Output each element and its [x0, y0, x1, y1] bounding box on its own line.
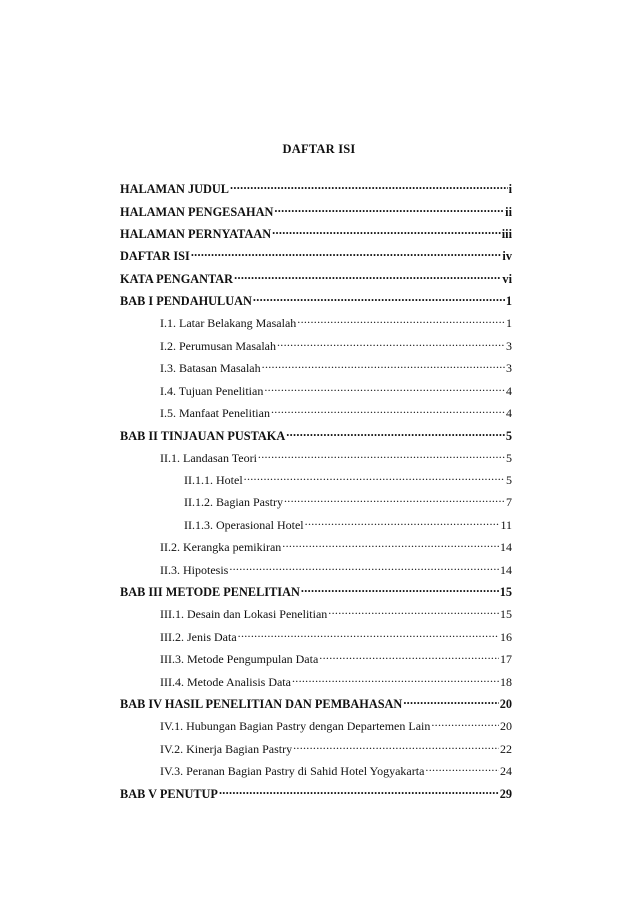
toc-section-entry	[120, 651, 512, 673]
toc-section-entry	[120, 338, 512, 360]
toc-page-number: 29	[499, 786, 512, 801]
toc-entry-title: II.1.3. Operasional Hotel	[184, 517, 304, 532]
dot-leader	[431, 718, 499, 730]
toc-page-number: 22	[500, 741, 512, 756]
toc-entry-title: I.2. Perumusan Masalah	[160, 338, 276, 353]
dot-leader	[271, 405, 505, 417]
toc-entry-title: II.3. Hipotesis	[160, 562, 229, 577]
toc-page-number: 15	[500, 607, 512, 622]
toc-entry-title: KATA PENGANTAR	[120, 271, 234, 286]
toc-entry-title: II.1. Landasan Teori	[160, 450, 257, 465]
toc-page-number: 18	[500, 674, 512, 689]
toc-page-number: 16	[500, 629, 512, 644]
toc-page-number: 3	[506, 361, 512, 376]
toc-page-number: 20	[499, 697, 512, 712]
toc-entry-title: BAB III METODE PENELITIAN	[120, 585, 300, 600]
toc-page-number: 5	[505, 428, 512, 443]
toc-page-number: 14	[500, 562, 512, 577]
toc-section-entry	[120, 383, 512, 405]
toc-page-number: 7	[506, 495, 512, 510]
dot-leader	[264, 383, 505, 395]
toc-page-number: 20	[500, 719, 512, 734]
toc-section-entry	[120, 674, 512, 696]
table-of-contents	[120, 181, 512, 808]
toc-section-entry	[120, 405, 512, 427]
toc-entry-title: II.1.2. Bagian Pastry	[184, 495, 283, 510]
dot-leader	[238, 629, 499, 641]
toc-page-number: i	[508, 182, 512, 197]
dot-leader	[191, 248, 502, 260]
dot-leader	[277, 338, 505, 350]
toc-chapter-entry	[120, 181, 512, 203]
toc-section-entry	[120, 539, 512, 561]
toc-page-number: iii	[501, 227, 512, 242]
dot-leader	[425, 763, 499, 775]
toc-section-entry	[120, 315, 512, 337]
dot-leader	[292, 674, 499, 686]
toc-entry-title: BAB I PENDAHULUAN	[120, 294, 252, 309]
toc-subsection-entry	[120, 517, 512, 539]
toc-section-entry	[120, 741, 512, 763]
dot-leader	[229, 562, 499, 574]
toc-entry-title: I.4. Tujuan Penelitian	[160, 383, 264, 398]
toc-entry-title: III.3. Metode Pengumpulan Data	[160, 652, 319, 667]
toc-entry-title: IV.1. Hubungan Bagian Pastry dengan Departemen Lain	[160, 719, 431, 734]
toc-entry-title: III.1. Desain dan Lokasi Penelitian	[160, 607, 328, 622]
toc-page-number: ii	[505, 204, 512, 219]
dot-leader	[234, 271, 501, 283]
toc-page-number: vi	[502, 271, 512, 286]
dot-leader	[319, 651, 499, 663]
toc-section-entry	[120, 606, 512, 628]
toc-entry-title: III.4. Metode Analisis Data	[160, 674, 291, 689]
dot-leader	[286, 427, 505, 439]
toc-section-entry	[120, 450, 512, 472]
toc-section-entry	[120, 718, 512, 740]
toc-chapter-entry	[120, 248, 512, 270]
toc-page-number: 4	[506, 405, 512, 420]
toc-chapter-entry	[120, 584, 512, 606]
toc-entry-title: I.1. Latar Belakang Masalah	[160, 316, 297, 331]
toc-page-number: 4	[506, 383, 512, 398]
toc-page-number: 1	[506, 316, 512, 331]
toc-entry-title: IV.3. Peranan Bagian Pastry di Sahid Hotel Yogyakarta	[160, 764, 425, 779]
toc-page-number: 17	[500, 652, 512, 667]
dot-leader	[305, 517, 500, 529]
toc-chapter-entry	[120, 427, 512, 449]
page-title: DAFTAR ISI	[282, 142, 356, 156]
toc-entry-title: II.2. Kerangka pemikiran	[160, 540, 282, 555]
dot-leader	[297, 315, 505, 327]
toc-entry-title: BAB IV HASIL PENELITIAN DAN PEMBAHASAN	[120, 697, 403, 712]
dot-leader	[230, 181, 508, 193]
toc-entry-title: BAB II TINJAUAN PUSTAKA	[120, 428, 286, 443]
toc-entry-title: HALAMAN JUDUL	[120, 182, 229, 197]
toc-page-number: 15	[499, 585, 512, 600]
toc-section-entry	[120, 629, 512, 651]
toc-chapter-entry	[120, 226, 512, 248]
toc-entry-title: DAFTAR ISI	[120, 249, 190, 264]
dot-leader	[272, 226, 501, 238]
dot-leader	[219, 786, 499, 798]
dot-leader	[282, 539, 499, 551]
toc-page-number: 3	[506, 338, 512, 353]
toc-subsection-entry	[120, 494, 512, 516]
dot-leader	[244, 472, 505, 484]
toc-page-number: iv	[502, 249, 512, 264]
toc-chapter-entry	[120, 786, 512, 808]
toc-page-number: 14	[500, 540, 512, 555]
toc-page-number: 5	[506, 450, 512, 465]
toc-page-number: 24	[500, 764, 512, 779]
toc-page-number: 1	[505, 294, 512, 309]
toc-section-entry	[120, 562, 512, 584]
dot-leader	[301, 584, 499, 596]
toc-section-entry	[120, 360, 512, 382]
toc-chapter-entry	[120, 696, 512, 718]
dot-leader	[328, 606, 499, 618]
dot-leader	[253, 293, 505, 305]
dot-leader	[258, 450, 505, 462]
toc-entry-title: BAB V PENUTUP	[120, 786, 218, 801]
toc-entry-title: HALAMAN PERNYATAAN	[120, 227, 272, 242]
toc-entry-title: II.1.1. Hotel	[184, 473, 243, 488]
toc-entry-title: III.2. Jenis Data	[160, 629, 237, 644]
dot-leader	[403, 696, 498, 708]
toc-chapter-entry	[120, 203, 512, 225]
toc-subsection-entry	[120, 472, 512, 494]
dot-leader	[293, 741, 499, 753]
toc-entry-title: HALAMAN PENGESAHAN	[120, 204, 274, 219]
toc-entry-title: IV.2. Kinerja Bagian Pastry	[160, 741, 293, 756]
toc-page-number: 5	[506, 473, 512, 488]
dot-leader	[262, 360, 505, 372]
toc-chapter-entry	[120, 271, 512, 293]
toc-entry-title: I.3. Batasan Masalah	[160, 361, 261, 376]
dot-leader	[284, 494, 505, 506]
toc-entry-title: I.5. Manfaat Penelitian	[160, 405, 270, 420]
dot-leader	[274, 203, 504, 215]
toc-page-number: 11	[500, 517, 512, 532]
toc-chapter-entry	[120, 293, 512, 315]
toc-section-entry	[120, 763, 512, 785]
